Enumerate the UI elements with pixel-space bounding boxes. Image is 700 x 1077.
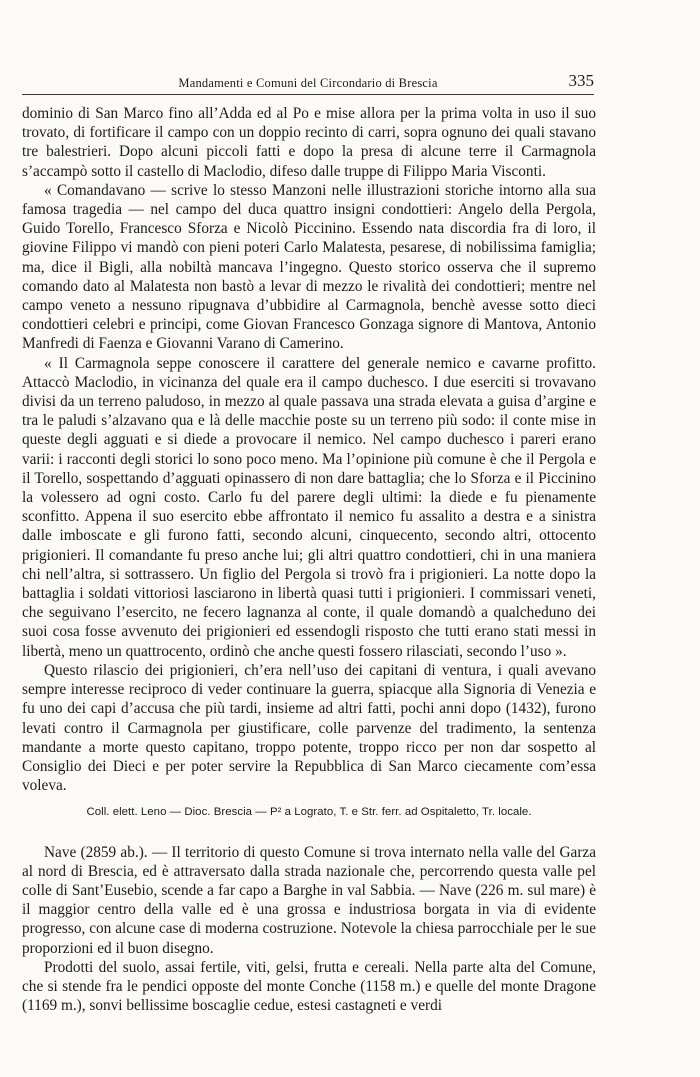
entry-name: Nave [44, 843, 77, 861]
page-number: 335 [568, 71, 594, 90]
entry-text: (2859 ab.). — Il territorio di questo Comune si trova internato nella valle del Garza al nord di Brescia, ed è attraversato dalla strada nazionale che, percorrendo questa valle pel colle di Sant’Eusebio, scende a far capo a Barghe in val Sabbia. — Nave (226 m. sul mare) è il maggior centro della valle ed è una grossa e industriosa borgata in via di evidente progresso, con alcune case di moderna costruzione. Notevole la chiesa parrocchiale per le sue proporzioni ed il buon disegno. [22, 843, 596, 957]
entry-paragraph [22, 843, 596, 958]
paragraph: Prodotti del suolo, assai fertile, viti, gelsi, frutta e cereali. Nella parte alta del Comune, che si stende fra le pendici opposte del monte Conche (1158 m.) e quelle del monte Dragone (1169 m.), sonvi bellissime boscaglie cedue, estesi castagneti e verdi [22, 958, 596, 1015]
paragraph: dominio di San Marco fino all’Adda ed al Po e mise allora per la prima volta in uso il suo trovato, di fortificare il campo con un doppio recinto di carri, sopra ognuno dei quali stavano tre balestrieri. Dopo alcuni piccoli fatti e dopo la presa di alcune terre il Carmagnola s’accampò sotto il castello di Maclodio, difeso dalle truppe di Filippo Maria Visconti. [22, 105, 596, 180]
paragraph: Questo rilascio dei prigionieri, ch’era nell’uso dei capitani di ventura, i quali avevano sempre interesse reciproco di veder continuare la guerra, spiacque alla Signoria di Venezia e fu uno dei capi d’accusa che più tardi, insieme ad altri fatti, pochi anni dopo (1432), furono levati contro il Carmagnola per giustificare, colle parvenze del tradimento, la sentenza mandante a morte questo capitano, troppo potente, troppo ricco per non dar sospetto al Consiglio dei Dieci e per poter servire la Repubblica di San Marco ciecamente com’essa voleva. [22, 661, 596, 795]
administrative-caption: Coll. elett. Leno — Dioc. Brescia — P² a Lograto, T. e Str. ferr. ad Ospitaletto, Tr. locale. [86, 806, 532, 819]
page-header [22, 68, 594, 95]
running-title: Mandamenti e Comuni del Circondario di Brescia [178, 76, 438, 90]
paragraph: « Comandavano — scrive lo stesso Manzoni nelle illustrazioni storiche intorno alla sua famosa tragedia — nel campo del duca quattro insigni condottieri: Angelo della Pergola, Guido Torello, Francesco Sforza e Nicolò Piccinino. Essendo nata discordia fra di loro, il giovine Filippo vi mandò con pieni poteri Carlo Malatesta, pesarese, di nobilissima famiglia; ma, dice il Bigli, alla nobiltà mancava l’ingegno. Questo storico osserva che il supremo comando dato al Malatesta non bastò a levar di mezzo le rivalità dei condottieri; mentre nel campo veneto a nessuno ripugnava d’ubbidire al Carmagnola, benchè avesse sotto dieci condottieri celebri e principi, come Giovan Francesco Gonzaga signore di Mantova, Antonio Manfredi di Faenza e Giovanni Varano di Camerino. [22, 181, 596, 353]
page-body [22, 104, 596, 1015]
paragraph: « Il Carmagnola seppe conoscere il carattere del generale nemico e cavarne profitto. Attaccò Maclodio, in vicinanza del quale era il campo duchesco. I due eserciti si trovavano divisi da un terreno paludoso, in mezzo al quale passava una strada elevata a guisa d’argine e tra le paludi s’alzavano qua e là delle macchie poste su un terreno più sodo: il conte mise in queste degli agguati e si diede a provocare il nemico. Nel campo duchesco i pareri erano varii: i racconti degli storici lo sono poco meno. Ma l’opinione più comune è che il Pergola e il Torello, sospettando d’agguati opinassero di non dare battaglia; che lo Sforza e il Piccinino la volessero ad ogni costo. Carlo fu del parere degli ultimi: la diede e fu pienamente sconfitto. Appena il suo esercito ebbe affrontato il nemico fu assalito a destra e a sinistra dalle imboscate e gli furono fatti, secondo alcuni, cinquecento, secondo altri, ottocento prigionieri. Il comandante fu preso anche lui; gli altri quattro condottieri, chi in una maniera chi nell’altra, si sottrassero. Un figlio del Pergola si trovò fra i prigionieri. La notte dopo la battaglia i soldati vittoriosi lasciarono in libertà quasi tutti i prigionieri. I commissari veneti, che seguivano l’esercito, ne fecero lagnanza al conte, il quale domandò a qualcheduno dei suoi cosa fosse avvenuto dei prigionieri ed essendogli risposto che tutti erano stati messi in libertà, meno un quattrocento, ordinò che anche questi fossero rilasciati, secondo l’uso ». [22, 354, 596, 660]
